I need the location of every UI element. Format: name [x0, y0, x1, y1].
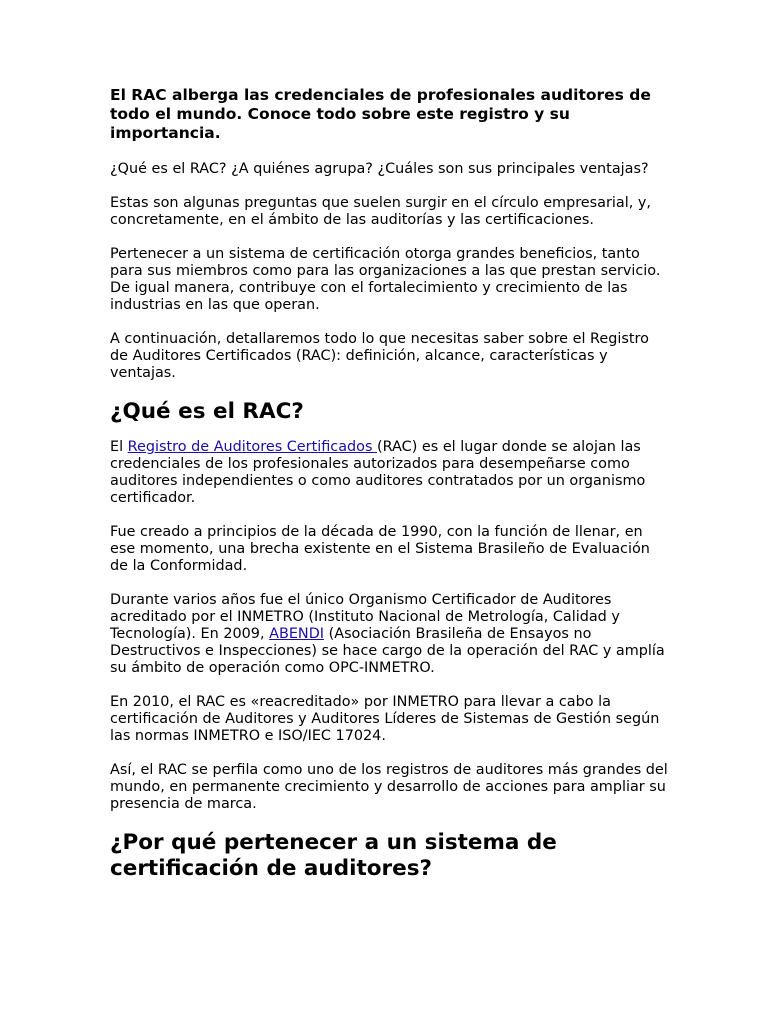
heading-por-que-pertenecer: ¿Por qué pertenecer a un sistema de certificación de auditores?	[110, 830, 557, 881]
paragraph-overview: A continuación, detallaremos todo lo que necesitas saber sobre el Registro de Auditores Certificados (RAC): definición, alcance, características y ventajas.	[110, 331, 649, 381]
text-segment: (Asociación Brasileña de Ensayos no Destructivos e Inspecciones) se hace cargo de la operación del RAC y amplía su ámbito de operación como OPC-INMETRO.	[110, 626, 665, 676]
paragraph-rac-2010: En 2010, el RAC es «reacreditado» por INMETRO para llevar a cabo la certificación de Auditores y Auditores Líderes de Sistemas de Gestión según las normas INMETRO e ISO/IEC 17024.	[110, 694, 660, 744]
text-segment: (RAC) es el lugar donde se alojan las credenciales de los profesionales autorizados para desempeñarse como auditores independientes o como auditores contratados por un organismo certificador.	[110, 439, 646, 506]
paragraph-questions: ¿Qué es el RAC? ¿A quiénes agrupa? ¿Cuáles son sus principales ventajas?	[110, 161, 649, 177]
paragraph-rac-history: Fue creado a principios de la década de 1990, con la función de llenar, en ese momento, una brecha existente en el Sistema Brasileño de Evaluación de la Conformidad.	[110, 524, 650, 574]
text-segment: Durante varios años fue el único Organismo Certificador de Auditores acreditado por el INMETRO (Instituto Nacional de Metrología, Calidad y Tecnología). En 2009,	[110, 592, 620, 642]
link-registro-auditores[interactable]: Registro de Auditores Certificados	[127, 439, 378, 455]
paragraph-benefits: Pertenecer a un sistema de certificación otorga grandes beneficios, tanto para sus miembros como para las organizaciones a las que prestan servicio. De igual manera, contribuye con el fortalecimiento y crecimiento de las industrias en las que operan.	[110, 246, 661, 313]
paragraph-rac-profile: Así, el RAC se perfila como uno de los registros de auditores más grandes del mundo, en permanente crecimiento y desarrollo de acciones para ampliar su presencia de marca.	[110, 762, 668, 812]
document-page	[110, 86, 670, 896]
paragraph-context: Estas son algunas preguntas que suelen surgir en el círculo empresarial, y, concretamente, en el ámbito de las auditorías y las certificaciones.	[110, 195, 651, 228]
heading-que-es-rac: ¿Qué es el RAC?	[110, 399, 304, 424]
text-segment: El	[110, 439, 128, 455]
paragraph-rac-abendi	[110, 592, 670, 677]
link-abendi[interactable]: ABENDI	[269, 626, 325, 642]
paragraph-rac-definition	[110, 439, 670, 507]
intro-paragraph: El RAC alberga las credenciales de profesionales auditores de todo el mundo. Conoce todo sobre este registro y su importancia.	[110, 86, 651, 142]
